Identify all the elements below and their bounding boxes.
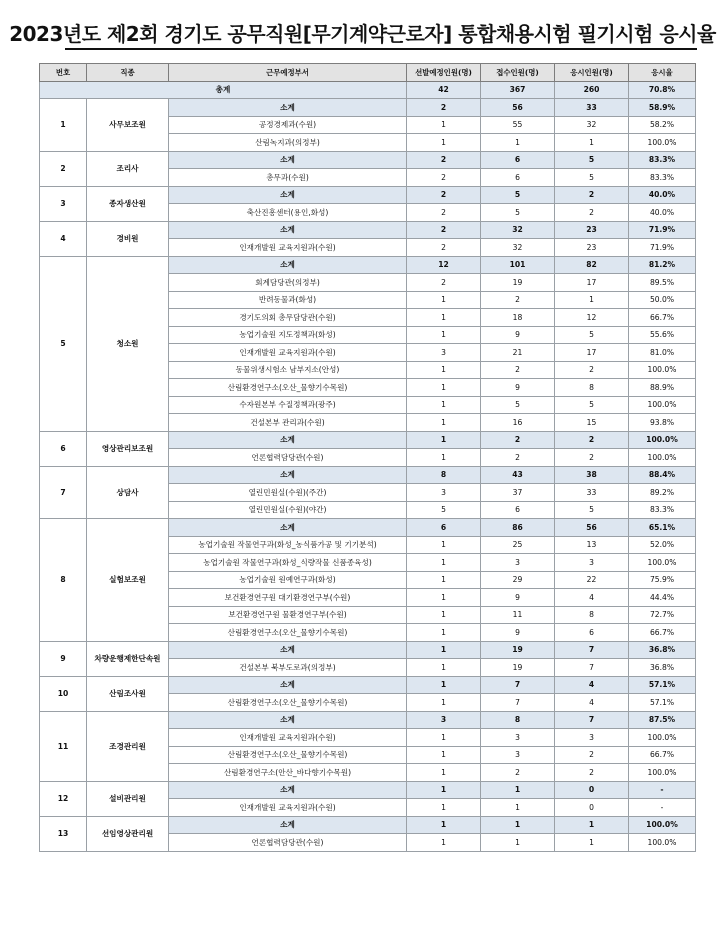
planned-cell: 1 [407,571,481,589]
attended-cell: 2 [555,204,629,222]
header-rate: 응시율 [629,64,696,82]
attended-cell: 0 [555,799,629,817]
group-number: 4 [40,221,87,256]
rate-cell: 89.2% [629,484,696,502]
subtotal-row [40,781,696,799]
total-attended: 260 [555,81,629,99]
subtotal-rate: 81.2% [629,256,696,274]
subtotal-label: 소계 [169,781,407,799]
attended-cell: 8 [555,379,629,397]
rate-cell: 40.0% [629,204,696,222]
group-number: 12 [40,781,87,816]
planned-cell: 1 [407,326,481,344]
planned-cell: 3 [407,344,481,362]
subtotal-attended: 2 [555,431,629,449]
rate-cell: 89.5% [629,274,696,292]
attended-cell: 1 [555,291,629,309]
attended-cell: 6 [555,624,629,642]
rate-cell: 66.7% [629,309,696,327]
subtotal-label: 소계 [169,221,407,239]
job-type: 조리사 [87,151,169,186]
dept-cell: 축산진흥센터(용인,화성) [169,204,407,222]
applied-cell: 5 [481,396,555,414]
dept-cell: 인재개발원 교육지원과(수원) [169,239,407,257]
planned-cell: 2 [407,274,481,292]
job-type: 경비원 [87,221,169,256]
applied-cell: 9 [481,326,555,344]
subtotal-label: 소계 [169,519,407,537]
rate-cell: 71.9% [629,239,696,257]
attendance-rate-table [39,63,696,852]
subtotal-row [40,431,696,449]
applied-cell: 18 [481,309,555,327]
subtotal-planned: 1 [407,641,481,659]
attended-cell: 5 [555,169,629,187]
subtotal-attended: 2 [555,186,629,204]
rate-cell: 58.2% [629,116,696,134]
subtotal-planned: 2 [407,186,481,204]
header-planned: 선발예정인원(명) [407,64,481,82]
dept-cell: 반려동물과(화성) [169,291,407,309]
planned-cell: 5 [407,501,481,519]
applied-cell: 3 [481,746,555,764]
dept-cell: 열린민원실(수원)(주간) [169,484,407,502]
subtotal-row [40,676,696,694]
planned-cell: 1 [407,414,481,432]
attended-cell: 15 [555,414,629,432]
subtotal-attended: 38 [555,466,629,484]
attended-cell: 1 [555,134,629,152]
subtotal-rate: - [629,781,696,799]
planned-cell: 1 [407,536,481,554]
total-planned: 42 [407,81,481,99]
subtotal-planned: 3 [407,711,481,729]
header-applied: 접수인원(명) [481,64,555,82]
header-attended: 응시인원(명) [555,64,629,82]
job-type: 선임영상관리원 [87,816,169,851]
planned-cell: 1 [407,659,481,677]
subtotal-planned: 1 [407,676,481,694]
group-number: 5 [40,256,87,431]
subtotal-label: 소계 [169,99,407,117]
job-type: 종자생산원 [87,186,169,221]
applied-cell: 2 [481,361,555,379]
dept-cell: 농업기술원 지도정책과(화성) [169,326,407,344]
subtotal-attended: 82 [555,256,629,274]
subtotal-planned: 12 [407,256,481,274]
applied-cell: 21 [481,344,555,362]
total-label: 총계 [40,81,407,99]
planned-cell: 1 [407,799,481,817]
planned-cell: 2 [407,204,481,222]
rate-cell: 100.0% [629,449,696,467]
subtotal-row [40,186,696,204]
subtotal-rate: 71.9% [629,221,696,239]
subtotal-row [40,221,696,239]
subtotal-row [40,711,696,729]
rate-cell: 100.0% [629,554,696,572]
job-type: 조경관리원 [87,711,169,781]
dept-cell: 산림환경연구소(안산_바다향기수목원) [169,764,407,782]
dept-cell: 동물위생시험소 남부지소(안성) [169,361,407,379]
subtotal-applied: 32 [481,221,555,239]
rate-cell: 44.4% [629,589,696,607]
attended-cell: 3 [555,554,629,572]
rate-cell: 75.9% [629,571,696,589]
dept-cell: 언론협력담당관(수원) [169,834,407,852]
subtotal-applied: 56 [481,99,555,117]
planned-cell: 1 [407,309,481,327]
planned-cell: 1 [407,589,481,607]
applied-cell: 1 [481,799,555,817]
rate-cell: 83.3% [629,169,696,187]
subtotal-label: 소계 [169,816,407,834]
header-no: 번호 [40,64,87,82]
attended-cell: 8 [555,606,629,624]
job-type: 산림조사원 [87,676,169,711]
subtotal-attended: 7 [555,641,629,659]
planned-cell: 1 [407,116,481,134]
subtotal-row [40,519,696,537]
subtotal-rate: 88.4% [629,466,696,484]
planned-cell: 1 [407,606,481,624]
attended-cell: 4 [555,589,629,607]
total-applied: 367 [481,81,555,99]
applied-cell: 9 [481,379,555,397]
subtotal-row [40,641,696,659]
applied-cell: 9 [481,589,555,607]
job-type: 상담사 [87,466,169,519]
dept-cell: 산림환경연구소(오산_물향기수목원) [169,379,407,397]
planned-cell: 2 [407,169,481,187]
applied-cell: 19 [481,274,555,292]
job-type: 청소원 [87,256,169,431]
subtotal-row [40,151,696,169]
subtotal-label: 소계 [169,676,407,694]
dept-cell: 보건환경연구원 물환경연구부(수원) [169,606,407,624]
dept-cell: 수자원본부 수질정책과(광주) [169,396,407,414]
attended-cell: 4 [555,694,629,712]
rate-cell: 57.1% [629,694,696,712]
subtotal-attended: 33 [555,99,629,117]
applied-cell: 11 [481,606,555,624]
subtotal-rate: 100.0% [629,431,696,449]
subtotal-attended: 23 [555,221,629,239]
planned-cell: 1 [407,729,481,747]
applied-cell: 16 [481,414,555,432]
header-row [40,64,696,82]
attended-cell: 2 [555,449,629,467]
applied-cell: 5 [481,204,555,222]
attended-cell: 3 [555,729,629,747]
subtotal-label: 소계 [169,641,407,659]
rate-cell: 50.0% [629,291,696,309]
subtotal-attended: 0 [555,781,629,799]
subtotal-applied: 1 [481,816,555,834]
rate-cell: 93.8% [629,414,696,432]
planned-cell: 3 [407,484,481,502]
subtotal-row [40,256,696,274]
rate-cell: 66.7% [629,746,696,764]
subtotal-applied: 7 [481,676,555,694]
subtotal-planned: 1 [407,431,481,449]
rate-cell: 100.0% [629,134,696,152]
subtotal-attended: 5 [555,151,629,169]
attended-cell: 1 [555,834,629,852]
attended-cell: 17 [555,344,629,362]
subtotal-rate: 83.3% [629,151,696,169]
group-number: 3 [40,186,87,221]
attended-cell: 22 [555,571,629,589]
rate-cell: 100.0% [629,834,696,852]
subtotal-row [40,466,696,484]
subtotal-row [40,99,696,117]
planned-cell: 1 [407,694,481,712]
subtotal-rate: 36.8% [629,641,696,659]
subtotal-planned: 2 [407,99,481,117]
dept-cell: 인재개발원 교육지원과(수원) [169,799,407,817]
group-number: 8 [40,519,87,642]
subtotal-label: 소계 [169,186,407,204]
table-body [40,81,696,851]
job-type: 사무보조원 [87,99,169,152]
job-type: 설비관리원 [87,781,169,816]
rate-cell: 55.6% [629,326,696,344]
attended-cell: 5 [555,396,629,414]
subtotal-planned: 6 [407,519,481,537]
subtotal-rate: 40.0% [629,186,696,204]
subtotal-rate: 87.5% [629,711,696,729]
attended-cell: 12 [555,309,629,327]
planned-cell: 1 [407,379,481,397]
applied-cell: 29 [481,571,555,589]
subtotal-rate: 65.1% [629,519,696,537]
rate-cell: 100.0% [629,361,696,379]
subtotal-label: 소계 [169,711,407,729]
planned-cell: 1 [407,764,481,782]
rate-cell: 83.3% [629,501,696,519]
group-number: 10 [40,676,87,711]
planned-cell: 1 [407,624,481,642]
rate-cell: 100.0% [629,764,696,782]
subtotal-planned: 2 [407,221,481,239]
applied-cell: 6 [481,501,555,519]
dept-cell: 산림환경연구소(오산_물향기수목원) [169,746,407,764]
applied-cell: 9 [481,624,555,642]
applied-cell: 1 [481,834,555,852]
group-number: 11 [40,711,87,781]
subtotal-applied: 86 [481,519,555,537]
planned-cell: 1 [407,449,481,467]
rate-cell: 36.8% [629,659,696,677]
rate-cell: 72.7% [629,606,696,624]
planned-cell: 1 [407,291,481,309]
applied-cell: 19 [481,659,555,677]
applied-cell: 3 [481,554,555,572]
dept-cell: 농업기술원 작물연구과(화성_식량작물 신품종육성) [169,554,407,572]
attended-cell: 5 [555,501,629,519]
dept-cell: 산림환경연구소(오산_물향기수목원) [169,624,407,642]
applied-cell: 6 [481,169,555,187]
dept-cell: 열린민원실(수원)(야간) [169,501,407,519]
planned-cell: 1 [407,134,481,152]
rate-cell: - [629,799,696,817]
dept-cell: 농업기술원 원예연구과(화성) [169,571,407,589]
total-rate: 70.8% [629,81,696,99]
subtotal-label: 소계 [169,431,407,449]
rate-cell: 100.0% [629,729,696,747]
applied-cell: 2 [481,764,555,782]
planned-cell: 1 [407,746,481,764]
subtotal-row [40,816,696,834]
dept-cell: 인재개발원 교육지원과(수원) [169,344,407,362]
dept-cell: 보건환경연구원 대기환경연구부(수원) [169,589,407,607]
group-number: 1 [40,99,87,152]
total-row [40,81,696,99]
group-number: 9 [40,641,87,676]
dept-cell: 회계담당관(의정부) [169,274,407,292]
subtotal-applied: 2 [481,431,555,449]
group-number: 7 [40,466,87,519]
rate-cell: 52.0% [629,536,696,554]
planned-cell: 1 [407,834,481,852]
dept-cell: 공정경제과(수원) [169,116,407,134]
attended-cell: 33 [555,484,629,502]
subtotal-planned: 2 [407,151,481,169]
planned-cell: 1 [407,361,481,379]
applied-cell: 7 [481,694,555,712]
subtotal-planned: 1 [407,816,481,834]
applied-cell: 2 [481,449,555,467]
dept-cell: 경기도의회 총무담당관(수원) [169,309,407,327]
rate-cell: 100.0% [629,396,696,414]
subtotal-applied: 5 [481,186,555,204]
attended-cell: 2 [555,361,629,379]
rate-cell: 81.0% [629,344,696,362]
subtotal-rate: 58.9% [629,99,696,117]
applied-cell: 55 [481,116,555,134]
group-number: 13 [40,816,87,851]
dept-cell: 산림환경연구소(오산_물향기수목원) [169,694,407,712]
subtotal-rate: 57.1% [629,676,696,694]
job-type: 차량운행제한단속원 [87,641,169,676]
dept-cell: 총무과(수원) [169,169,407,187]
subtotal-attended: 1 [555,816,629,834]
attended-cell: 7 [555,659,629,677]
dept-cell: 농업기술원 작물연구과(화성_농식품가공 및 기기분석) [169,536,407,554]
job-type: 실험보조원 [87,519,169,642]
subtotal-label: 소계 [169,151,407,169]
subtotal-attended: 4 [555,676,629,694]
group-number: 2 [40,151,87,186]
subtotal-rate: 100.0% [629,816,696,834]
dept-cell: 건설본부 관리과(수원) [169,414,407,432]
rate-cell: 88.9% [629,379,696,397]
subtotal-planned: 8 [407,466,481,484]
subtotal-label: 소계 [169,256,407,274]
subtotal-applied: 43 [481,466,555,484]
header-dept: 근무예정부서 [169,64,407,82]
subtotal-applied: 101 [481,256,555,274]
subtotal-attended: 56 [555,519,629,537]
applied-cell: 25 [481,536,555,554]
dept-cell: 인재개발원 교육지원과(수원) [169,729,407,747]
dept-cell: 산림녹지과(의정부) [169,134,407,152]
applied-cell: 2 [481,291,555,309]
subtotal-applied: 8 [481,711,555,729]
job-type: 영상관리보조원 [87,431,169,466]
subtotal-label: 소계 [169,466,407,484]
rate-cell: 66.7% [629,624,696,642]
applied-cell: 1 [481,134,555,152]
subtotal-applied: 1 [481,781,555,799]
planned-cell: 2 [407,239,481,257]
group-number: 6 [40,431,87,466]
dept-cell: 건설본부 북부도로과(의정부) [169,659,407,677]
attended-cell: 2 [555,764,629,782]
subtotal-attended: 7 [555,711,629,729]
planned-cell: 1 [407,554,481,572]
attended-cell: 17 [555,274,629,292]
subtotal-applied: 19 [481,641,555,659]
subtotal-planned: 1 [407,781,481,799]
dept-cell: 언론협력담당관(수원) [169,449,407,467]
attended-cell: 32 [555,116,629,134]
planned-cell: 1 [407,396,481,414]
header-job: 직종 [87,64,169,82]
applied-cell: 32 [481,239,555,257]
attended-cell: 23 [555,239,629,257]
attended-cell: 2 [555,746,629,764]
applied-cell: 37 [481,484,555,502]
title-underline [65,48,697,50]
attended-cell: 5 [555,326,629,344]
applied-cell: 3 [481,729,555,747]
subtotal-applied: 6 [481,151,555,169]
attended-cell: 13 [555,536,629,554]
page-title: 2023년도 제2회 경기도 공무직원[무기계약근로자] 통합채용시험 필기시험 응시율 [9,22,716,46]
